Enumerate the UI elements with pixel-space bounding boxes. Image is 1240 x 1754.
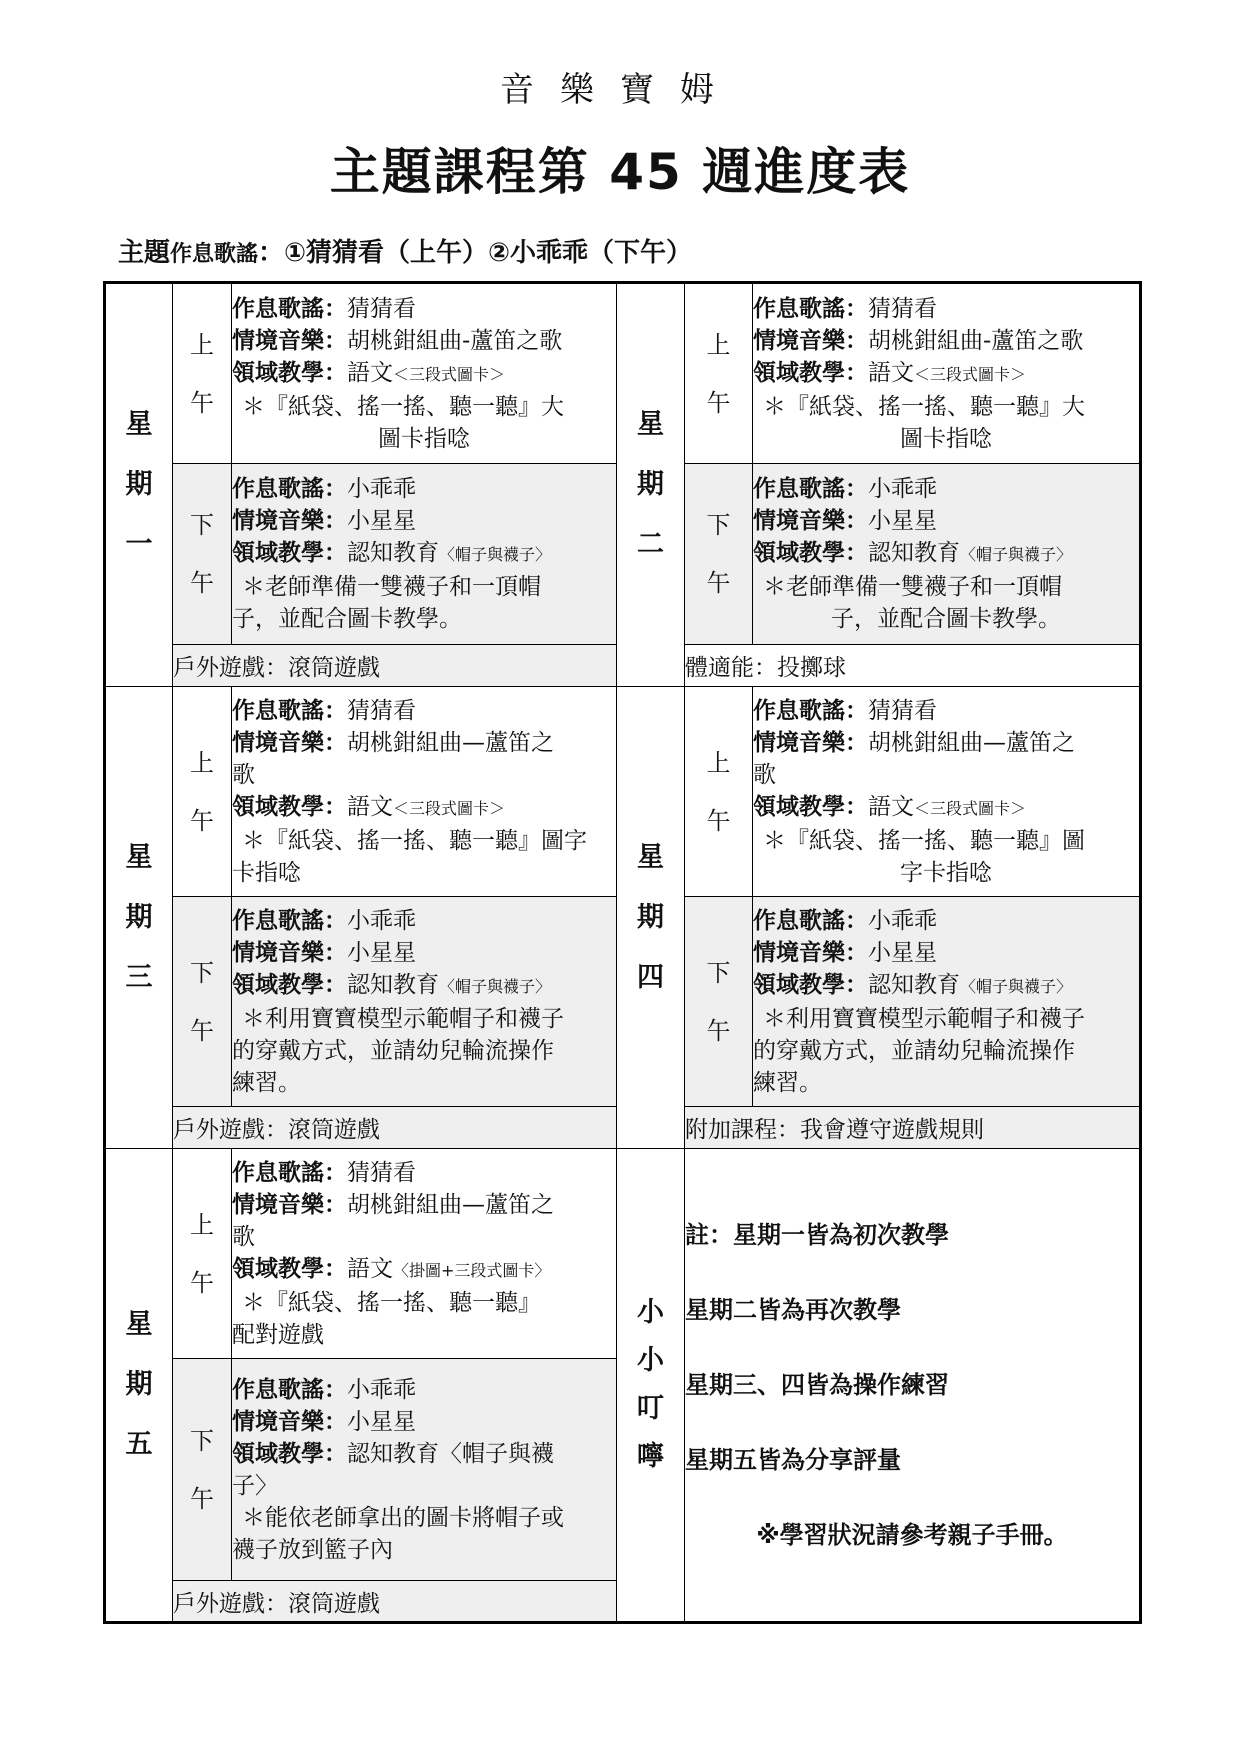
mon-am-content: 作息歌謠：猜猜看 情境音樂：胡桃鉗組曲-蘆笛之歌 領域教學：語文＜三段式圖卡＞ ＊『紙袋、搖一搖、聽一聽』大 圖卡指唸 [232,283,617,464]
day-label-tue: 星 期 二 [617,283,685,687]
theme-text: ：①猜猜看（上午）②小乖乖（下午） [258,238,693,268]
tue-am-content: 作息歌謠：猜猜看 情境音樂：胡桃鉗組曲-蘆笛之歌 領域教學：語文＜三段式圖卡＞ ＊『紙袋、搖一搖、聽一聽』大 圖卡指唸 [753,283,1141,464]
day-label-thu: 星 期 四 [617,687,685,1149]
pm-label: 下 午 [173,897,232,1107]
tips-label: 小 小 叮 嚀 [617,1149,685,1623]
thu-extra-activity: 附加課程：我會遵守遊戲規則 [685,1107,1141,1149]
am-label: 上 午 [685,283,753,464]
pm-label: 下 午 [173,1359,232,1581]
fri-pm-content: 作息歌謠：小乖乖 情境音樂：小星星 領域教學：認知教育〈帽子與襪 子〉 ＊能依老師拿出的圖卡將帽子或 襪子放到籃子內 [232,1359,617,1581]
am-label: 上 午 [173,687,232,897]
theme-label: 主題 [118,238,171,268]
am-label: 上 午 [685,687,753,897]
am-label: 上 午 [173,283,232,464]
mon-pm-content: 作息歌謠：小乖乖 情境音樂：小星星 領域教學：認知教育〈帽子與襪子〉 ＊老師準備一雙襪子和一頂帽 子，並配合圖卡教學。 [232,464,617,645]
day-label-mon: 星 期 一 [105,283,173,687]
day-label-wed: 星 期 三 [105,687,173,1149]
wed-am-content: 作息歌謠：猜猜看 情境音樂：胡桃鉗組曲—蘆笛之 歌 領域教學：語文＜三段式圖卡＞ ＊『紙袋、搖一搖、聽一聽』圖字 卡指唸 [232,687,617,897]
fri-extra-activity: 戶外遊戲：滾筒遊戲 [173,1581,617,1623]
pm-label: 下 午 [173,464,232,645]
tue-extra-activity: 體適能：投擲球 [685,645,1141,687]
thu-am-content: 作息歌謠：猜猜看 情境音樂：胡桃鉗組曲—蘆笛之 歌 領域教學：語文＜三段式圖卡＞ ＊『紙袋、搖一搖、聽一聽』圖 字卡指唸 [753,687,1141,897]
fri-am-content: 作息歌謠：猜猜看 情境音樂：胡桃鉗組曲—蘆笛之 歌 領域教學：語文〈掛圖+三段式圖卡〉 ＊『紙袋、搖一搖、聽一聽』 配對遊戲 [232,1149,617,1359]
schedule-table [103,281,1142,1624]
am-label: 上 午 [173,1149,232,1359]
wed-extra-activity: 戶外遊戲：滾筒遊戲 [173,1107,617,1149]
thu-pm-content: 作息歌謠：小乖乖 情境音樂：小星星 領域教學：認知教育〈帽子與襪子〉 ＊利用寶寶模型示範帽子和襪子 的穿戴方式，並請幼兒輪流操作 練習。 [753,897,1141,1107]
tips-content: 註：星期一皆為初次教學 星期二皆為再次教學 星期三、四皆為操作練習 星期五皆為分享評量 ※學習狀況請參考親子手冊。 [685,1149,1141,1623]
pm-label: 下 午 [685,897,753,1107]
day-label-fri: 星 期 五 [105,1149,173,1623]
theme-line [118,232,692,269]
mon-extra-activity: 戶外遊戲：滾筒遊戲 [173,645,617,687]
page-title: 主題課程第 45 週進度表 [329,143,911,201]
wed-pm-content: 作息歌謠：小乖乖 情境音樂：小星星 領域教學：認知教育〈帽子與襪子〉 ＊利用寶寶模型示範帽子和襪子 的穿戴方式，並請幼兒輪流操作 練習。 [232,897,617,1107]
tue-pm-content: 作息歌謠：小乖乖 情境音樂：小星星 領域教學：認知教育〈帽子與襪子〉 ＊老師準備一雙襪子和一頂帽 子，並配合圖卡教學。 [753,464,1141,645]
theme-label-small: 作息歌謠 [170,242,259,267]
brand-name: 音樂寶姆 [500,70,740,110]
pm-label: 下 午 [685,464,753,645]
